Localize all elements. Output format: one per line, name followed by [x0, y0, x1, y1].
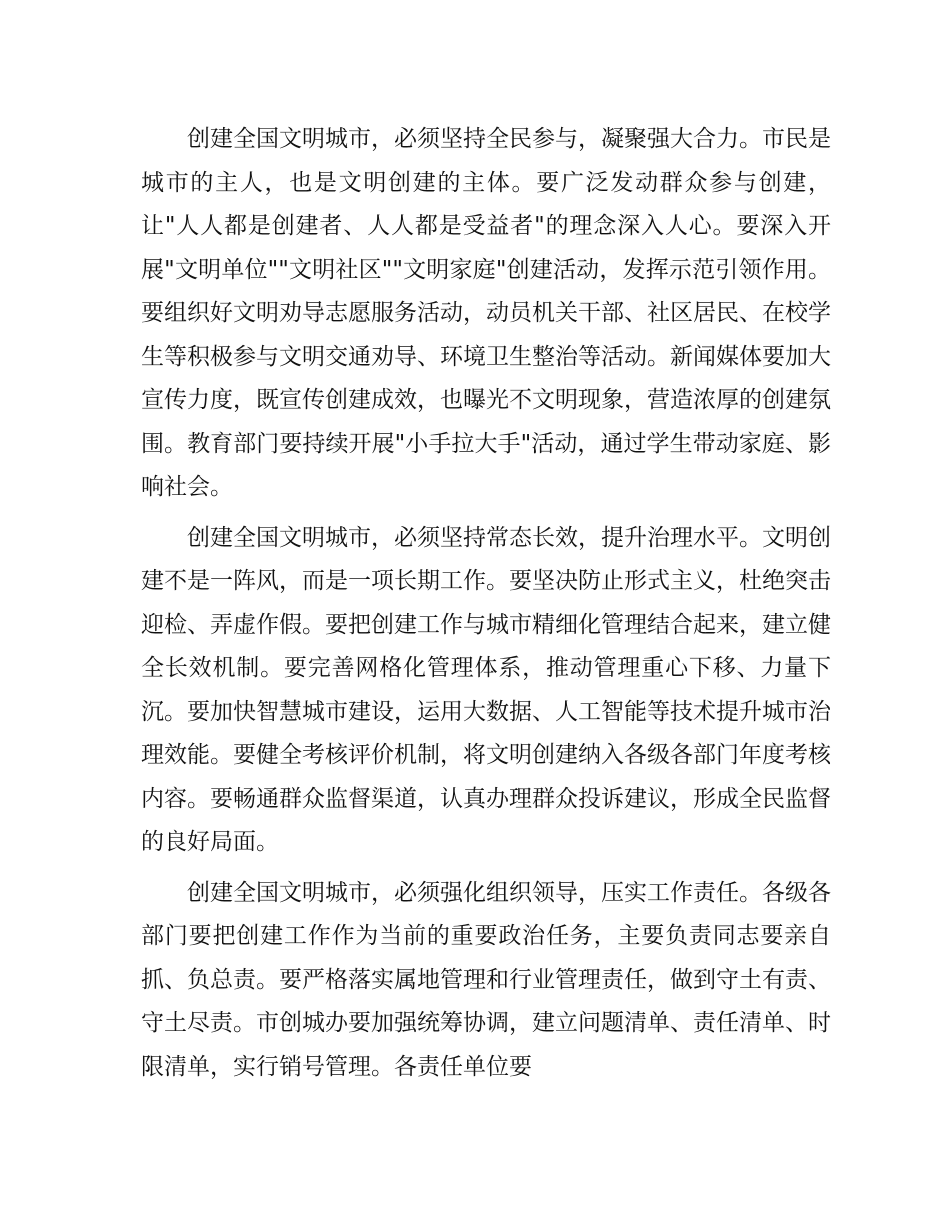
paragraph-public-participation: 创建全国文明城市，必须坚持全民参与，凝聚强大合力。市民是城市的主人，也是文明创建的主体。要广泛发动群众参与创建，让"人人都是创建者、人人都是受益者"的理念深入人心。要深入开展"文明单位""文明社区""文明家庭"创建活动，发挥示范引领作用。要组织好文明劝导志愿服务活动，动员机关干部、社区居民、在校学生等积极参与文明交通劝导、环境卫生整治等活动。新闻媒体要加大宣传力度，既宣传创建成效，也曝光不文明现象，营造浓厚的创建氛围。教育部门要持续开展"小手拉大手"活动，通过学生带动家庭、影响社会。	[141, 126, 831, 500]
paragraph-organizational-leadership: 创建全国文明城市，必须强化组织领导，压实工作责任。各级各部门要把创建工作作为当前的重要政治任务，主要负责同志要亲自抓、负总责。要严格落实属地管理和行业管理责任，做到守土有责、守土尽责。市创城办要加强统筹协调，建立问题清单、责任清单、时限清单，实行销号管理。各责任单位要	[141, 879, 831, 1080]
paragraph-long-term-governance: 创建全国文明城市，必须坚持常态长效，提升治理水平。文明创建不是一阵风，而是一项长期工作。要坚决防止形式主义，杜绝突击迎检、弄虚作假。要把创建工作与城市精细化管理结合起来，建立健全长效机制。要完善网格化管理体系，推动管理重心下移、力量下沉。要加快智慧城市建设，运用大数据、人工智能等技术提升城市治理效能。要健全考核评价机制，将文明创建纳入各级各部门年度考核内容。要畅通群众监督渠道，认真办理群众投诉建议，形成全民监督的良好局面。	[141, 524, 831, 855]
document-body	[141, 118, 831, 1096]
